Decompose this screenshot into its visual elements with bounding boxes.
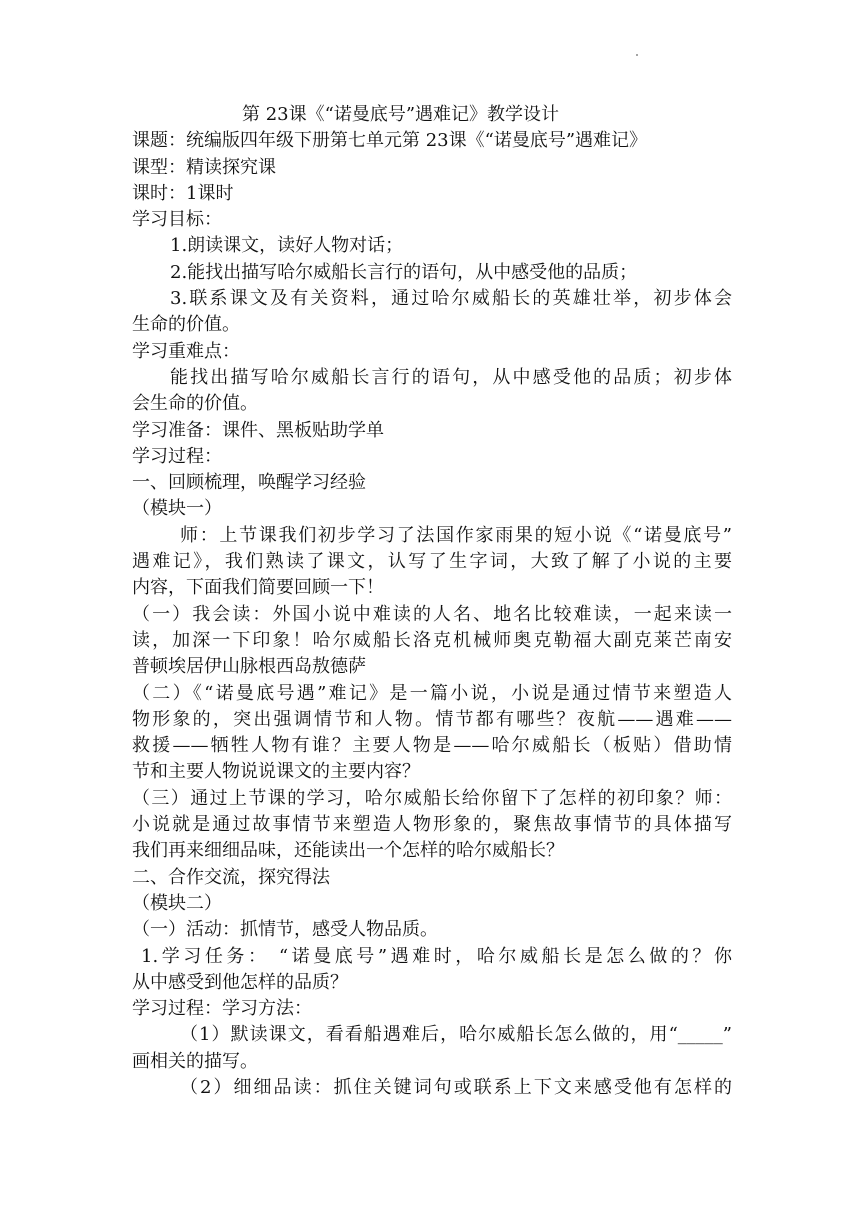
module-2-label: （模块二） (132, 892, 222, 914)
activity-1-line-3: 普顿埃居伊山脉根西岛敖德萨 (132, 656, 366, 678)
activity-3-line-1: （三）通过上节课的学习，哈尔威船长给你留下了怎样的初印象？师： (132, 787, 732, 809)
key-difficulties-line-1: 能找出描写哈尔威船长言行的语句，从中感受他的品质；初步体 (170, 366, 732, 388)
goal-3-line-2: 生命的价值。 (132, 314, 240, 336)
course-topic-line: 课题：统编版四年级下册第七单元第 23课《“诺曼底号”遇难记》 (132, 130, 648, 152)
learning-process-method-line: 学习过程：学习方法： (132, 998, 312, 1020)
document-title: 第 23课《“诺曼底号”遇难记》教学设计 (242, 104, 560, 125)
goal-2: 2.能找出描写哈尔威船长言行的语句，从中感受他的品质； (170, 261, 638, 283)
section-2-heading: 二、合作交流，探究得法 (132, 866, 330, 888)
section-1-heading: 一、回顾梳理，唤醒学习经验 (132, 472, 366, 494)
activity-2-line-4: 节和主要人物说说课文的主要内容？ (132, 761, 420, 783)
learning-goals-heading: 学习目标： (132, 209, 222, 231)
preparation-line: 学习准备：课件、黑板贴助学单 (132, 419, 384, 441)
module-1-label: （模块一） (132, 498, 222, 520)
document-body (132, 102, 732, 1101)
class-hours-line: 课时：1课时 (132, 182, 234, 204)
activity-3-line-3: 我们再来细细品味，还能读出一个怎样的哈尔威船长？ (132, 840, 564, 862)
task-1-line-1: 1.学习任务： “诺曼底号”遇难时，哈尔威船长是怎么做的？你 (141, 945, 732, 967)
goal-1: 1.朗读课文，读好人物对话； (170, 235, 404, 257)
teacher-intro-line-2: 遇难记》，我们熟读了课文，认写了生字词，大致了解了小说的主要 (132, 551, 732, 573)
activity-3-line-2: 小说就是通过故事情节来塑造人物形象的，聚焦故事情节的具体描写 (132, 814, 732, 836)
step-2-line-1: （2）细细品读：抓住关键词句或联系上下文来感受他有怎样的 (180, 1076, 732, 1098)
activity-2-line-2: 物形象的，突出强调情节和人物。情节都有哪些？夜航——遇难—— (132, 708, 732, 730)
teacher-intro-line-3: 内容，下面我们简要回顾一下！ (132, 577, 384, 599)
key-difficulties-heading: 学习重难点： (132, 340, 240, 362)
teacher-intro-line-1: 师：上节课我们初步学习了法国作家雨果的短小说《“诺曼底号” (180, 524, 732, 546)
scan-dot (636, 54, 638, 56)
activity-heading: （一）活动：抓情节，感受人物品质。 (132, 919, 438, 941)
process-heading: 学习过程： (132, 445, 222, 467)
course-type-line: 课型：精读探究课 (132, 156, 276, 178)
key-difficulties-line-2: 会生命的价值。 (132, 393, 258, 415)
activity-2-line-1: （二）《“诺曼底号遇”难记》是一篇小说，小说是通过情节来塑造人 (132, 682, 732, 704)
task-1-line-2: 从中感受到他怎样的品质？ (132, 971, 348, 993)
activity-1-line-1: （一）我会读：外国小说中难读的人名、地名比较难读，一起来读一 (132, 603, 732, 625)
activity-1-line-2: 读，加深一下印象！哈尔威船长洛克机械师奥克勒福大副克莱芒南安 (132, 629, 732, 651)
goal-3-line-1: 3.联系课文及有关资料，通过哈尔威船长的英雄壮举，初步体会 (170, 288, 732, 310)
step-1-line-2: 画相关的描写。 (132, 1050, 258, 1072)
step-1-line-1: （1）默读课文，看看船遇难后，哈尔威船长怎么做的，用“_____” (180, 1024, 732, 1046)
activity-2-line-3: 救援——牺牲人物有谁？主要人物是——哈尔威船长（板贴）借助情 (132, 735, 732, 757)
